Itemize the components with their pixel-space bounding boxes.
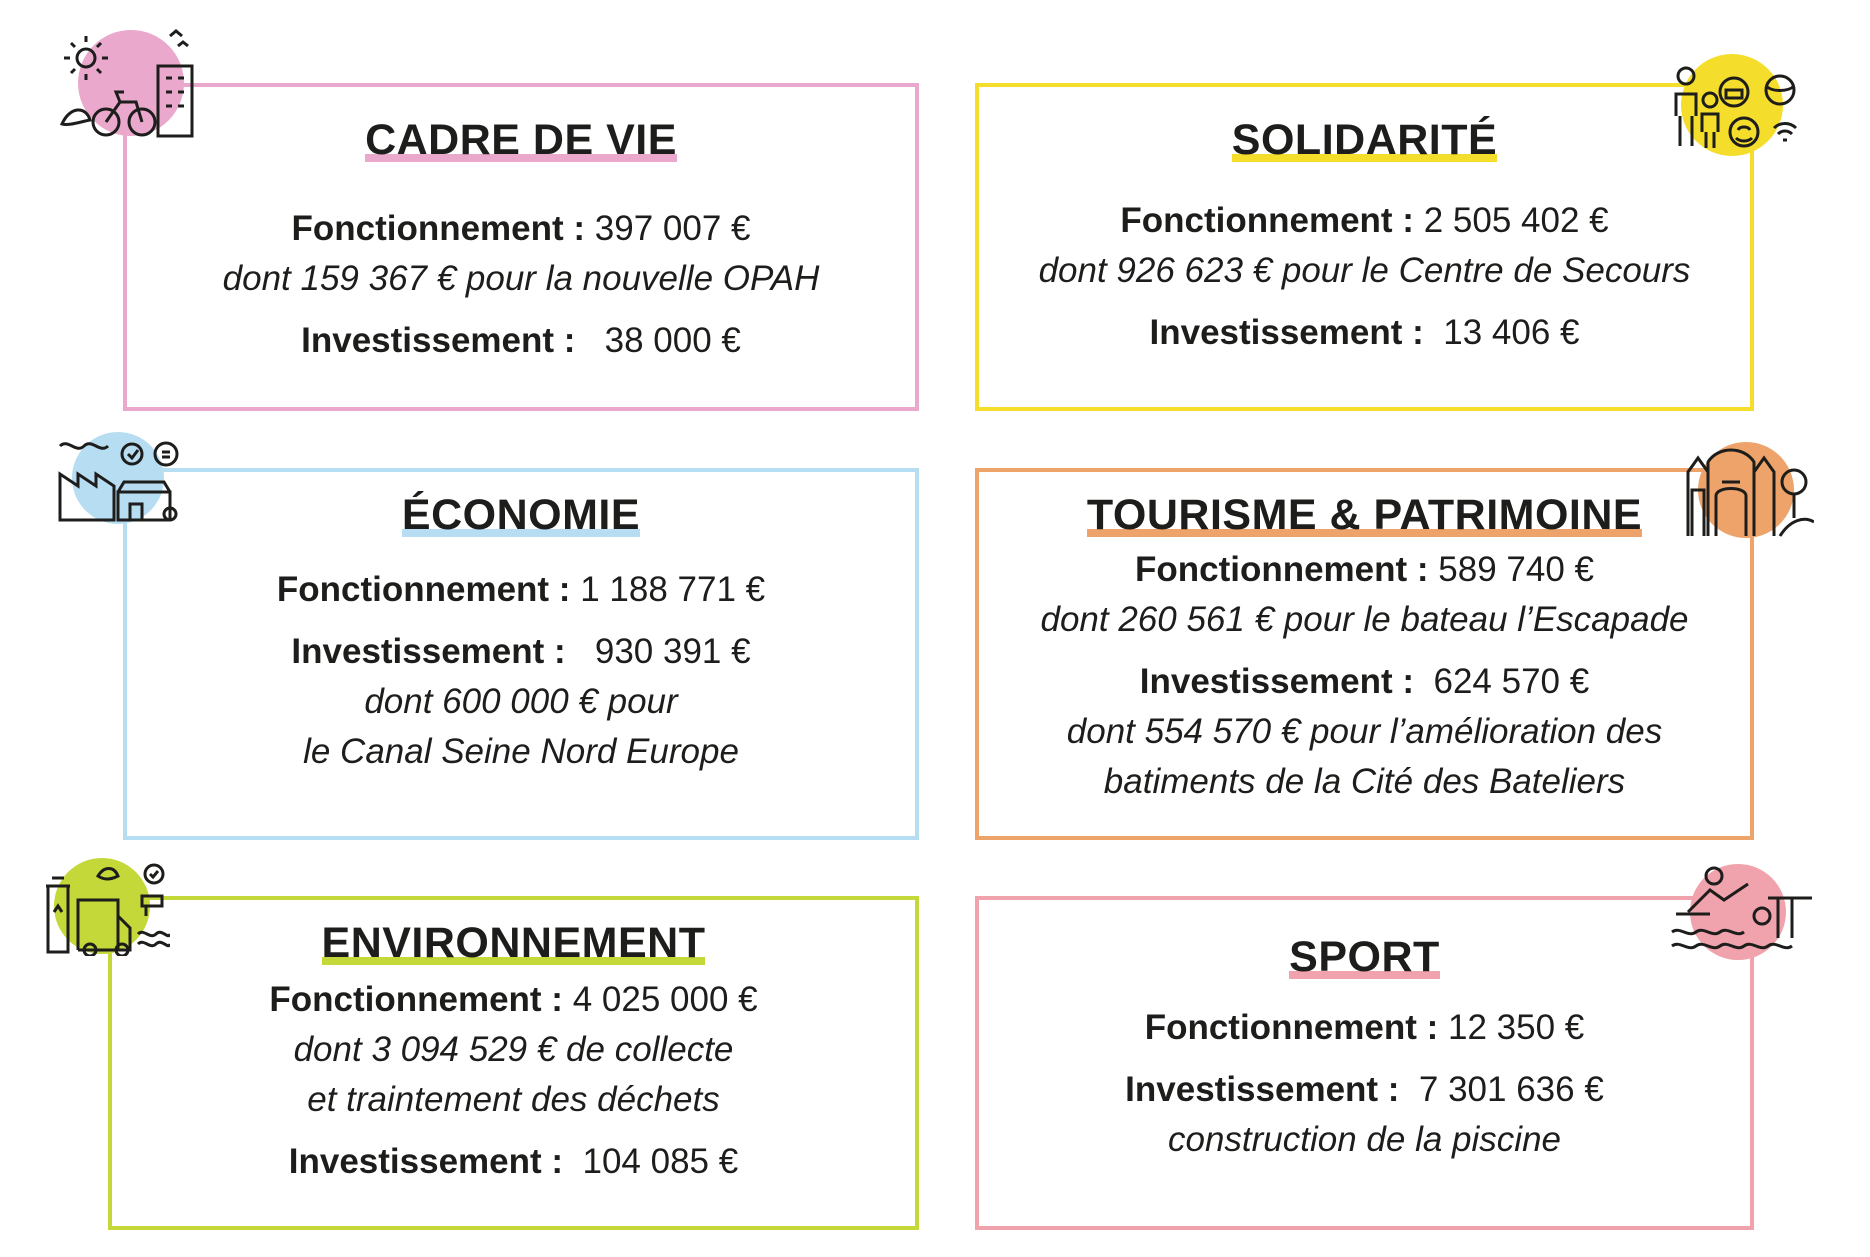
sport-icon [1668,862,1814,958]
card-title: ÉCONOMIE [401,491,641,539]
investissement-line: Investissement : 7 301 636 € [1125,1070,1604,1110]
investissement-note-2: batiments de la Cité des Bateliers [1103,762,1626,802]
card-title: CADRE DE VIE [365,116,677,164]
fonctionnement-note: dont 926 623 € pour le Centre de Secours [1038,251,1691,291]
investissement-note: construction de la piscine [1168,1120,1561,1160]
investissement-line: Investissement : 624 570 € [1139,662,1590,702]
card-title: TOURISME & PATRIMOINE [1086,491,1643,539]
investissement-line: Investissement : 38 000 € [301,321,741,361]
fonctionnement-line: Fonctionnement : 4 025 000 € [269,980,758,1020]
card-solidarite [975,83,1754,411]
economy-icon [56,432,182,524]
fonctionnement-note-1: dont 3 094 529 € de collecte [293,1030,734,1070]
fonctionnement-line: Fonctionnement : 12 350 € [1144,1008,1585,1048]
card-cadre-de-vie [123,83,919,411]
card-title: ENVIRONNEMENT [321,919,706,967]
fonctionnement-line: Fonctionnement : 589 740 € [1134,550,1595,590]
investissement-line: Investissement : 104 085 € [288,1142,739,1182]
card-economie [123,468,919,840]
solidarity-icon [1670,56,1800,156]
fonctionnement-note: dont 260 561 € pour le bateau l’Escapade [1040,600,1689,640]
environment-icon [42,860,170,956]
fonctionnement-note-2: et traintement des déchets [307,1080,720,1120]
card-tourisme-patrimoine [975,468,1754,840]
fonctionnement-line: Fonctionnement : 1 188 771 € [276,570,766,610]
investissement-line: Investissement : 930 391 € [291,632,751,672]
card-environnement [108,896,919,1230]
card-title: SPORT [1289,933,1440,981]
investissement-note-2: le Canal Seine Nord Europe [303,732,739,772]
fonctionnement-note: dont 159 367 € pour la nouvelle OPAH [222,259,820,299]
investissement-line: Investissement : 13 406 € [1149,313,1580,353]
card-sport [975,896,1754,1230]
heritage-icon [1684,442,1814,540]
city-life-icon [58,28,198,140]
card-title: SOLIDARITÉ [1231,116,1498,164]
fonctionnement-line: Fonctionnement : 2 505 402 € [1120,201,1609,241]
investissement-note-1: dont 600 000 € pour [364,682,678,722]
investissement-note-1: dont 554 570 € pour l’amélioration des [1066,712,1663,752]
fonctionnement-line: Fonctionnement : 397 007 € [291,209,751,249]
